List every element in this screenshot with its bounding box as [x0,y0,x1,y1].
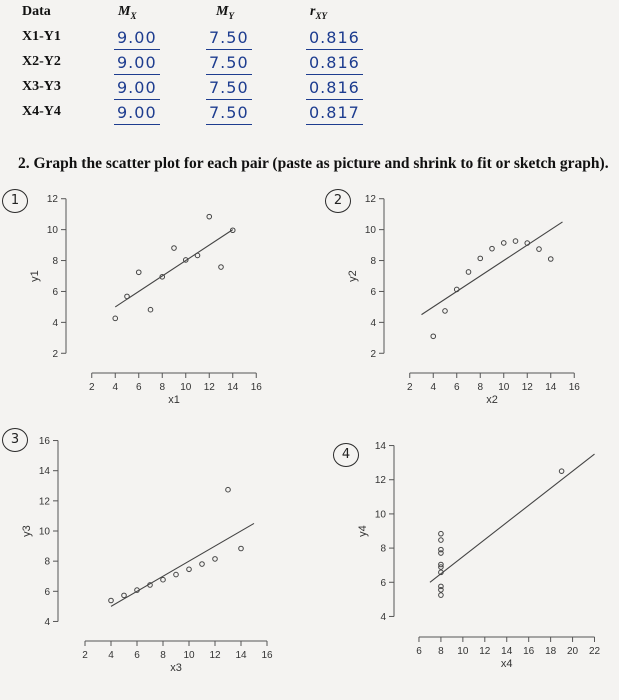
scatter-point [439,531,444,536]
scatter-point [439,538,444,543]
x-tick-label: 10 [180,382,192,393]
x-tick-label: 4 [112,382,119,393]
x-tick-label: 22 [588,646,601,657]
scatter-point [501,241,506,246]
fit-line [115,230,233,307]
y-tick-label: 8 [44,556,50,568]
y-tick-label: 12 [46,194,58,206]
x-tick-label: 16 [250,382,262,393]
x-tick-label: 12 [203,382,215,393]
fit-line [430,454,595,582]
header-mx-sub: X [130,10,137,21]
y-tick-label: 8 [380,543,386,555]
scatter-point [490,246,495,251]
scatter-point [466,270,471,275]
x-tick-label: 12 [479,646,491,657]
scatter-point [161,577,166,582]
x-tick-label: 2 [406,382,413,393]
table-row [18,79,378,104]
my-value: 7.50 [206,77,252,100]
table-header-row [18,4,378,29]
summary-table [18,4,378,129]
scatter-point [207,214,212,219]
scatter-plot-4 [318,425,619,680]
header-rxy [310,4,327,21]
y-tick-label: 4 [380,611,386,623]
header-my [216,4,234,21]
y-tick-label: 12 [38,496,50,508]
fit-line [111,523,254,606]
y-tick-label: 8 [370,256,376,268]
scatter-point [187,567,192,572]
x-axis-label: x4 [500,658,513,670]
x-axis-label: x2 [486,394,498,406]
y-tick-label: 14 [374,441,386,453]
row-label: X3-Y3 [22,79,61,94]
circled-number: 1 [2,189,28,213]
r-value: 0.816 [306,52,363,75]
x-tick-label: 10 [457,646,469,657]
x-tick-label: 14 [227,382,239,393]
y-axis-label: y2 [347,270,359,282]
y-tick-label: 4 [370,317,376,329]
y-tick-label: 6 [370,286,376,298]
x-tick-label: 12 [521,382,533,393]
circled-number: 3 [2,428,28,452]
scatter-point [431,334,436,339]
my-value: 7.50 [206,27,252,50]
scatter-point [559,469,564,474]
y-tick-label: 12 [364,194,376,206]
x-tick-label: 6 [416,646,422,657]
y-tick-label: 10 [374,509,386,521]
scatter-plot-2 [318,185,619,415]
scatter-point [239,546,244,551]
x-tick-label: 6 [135,382,142,393]
x-tick-label: 16 [523,646,535,657]
mx-value: 9.00 [114,27,160,50]
header-mx-main: M [118,4,131,19]
scatter-point [174,572,179,577]
scatter-plot-3 [0,425,310,680]
scatter-point [548,257,553,262]
x-tick-label: 14 [501,646,513,657]
y-tick-label: 16 [38,436,50,448]
y-tick-label: 14 [38,466,50,478]
scatter-point [537,247,542,252]
header-rxy-sub: XY [315,10,327,21]
y-tick-label: 8 [52,256,58,268]
mx-value: 9.00 [114,52,160,75]
header-data: Data [22,4,51,19]
x-tick-label: 6 [134,650,140,661]
x-tick-label: 6 [453,382,460,393]
scatter-point [113,316,118,321]
y-tick-label: 4 [44,616,50,628]
y-tick-label: 10 [38,526,50,538]
r-value: 0.817 [306,102,363,125]
x-tick-label: 4 [430,382,437,393]
scatter-point [109,598,114,603]
x-tick-label: 8 [159,382,166,393]
my-value: 7.50 [206,52,252,75]
mx-value: 9.00 [114,102,160,125]
y-tick-label: 6 [44,586,50,598]
x-tick-label: 10 [498,382,510,393]
x-tick-label: 10 [183,650,195,661]
circled-number: 2 [325,189,351,213]
y-tick-label: 10 [46,225,58,237]
y-tick-label: 2 [370,348,376,360]
scatter-plot-1 [0,185,310,415]
x-tick-label: 12 [209,650,221,661]
r-value: 0.816 [306,27,363,50]
scatter-point [439,593,444,598]
y-tick-label: 4 [52,317,58,329]
header-mx [118,4,136,21]
table-row [18,104,378,129]
x-tick-label: 18 [545,646,557,657]
scatter-point [195,253,200,258]
header-my-sub: Y [228,10,234,21]
y-tick-label: 6 [380,577,386,589]
mx-value: 9.00 [114,77,160,100]
row-label: X2-Y2 [22,54,61,69]
y-tick-label: 2 [52,348,58,360]
scatter-point [122,593,127,598]
table-row [18,29,378,54]
x-tick-label: 8 [438,646,444,657]
row-label: X1-Y1 [22,29,61,44]
y-axis-label: y3 [21,525,33,537]
y-axis-label: y4 [357,525,369,537]
x-axis-label: x3 [170,662,182,674]
scatter-point [219,265,224,270]
scatter-point [200,562,205,567]
x-tick-label: 2 [82,650,88,661]
scatter-point [226,487,231,492]
x-tick-label: 4 [108,650,114,661]
header-my-main: M [216,4,229,19]
x-tick-label: 8 [477,382,484,393]
x-tick-label: 16 [568,382,580,393]
scatter-point [172,246,177,251]
x-tick-label: 14 [235,650,247,661]
scatter-point [478,256,483,261]
question-text: 2. Graph the scatter plot for each pair (paste as picture and shrink to fit or sketch graph). [18,155,609,172]
table-row [18,54,378,79]
fit-line [422,222,563,315]
x-tick-label: 16 [261,650,273,661]
x-tick-label: 2 [88,382,95,393]
y-tick-label: 10 [364,225,376,237]
r-value: 0.816 [306,77,363,100]
x-tick-label: 8 [160,650,166,661]
header-rxy-main: r [310,4,316,19]
y-tick-label: 12 [374,475,386,487]
scatter-point [125,294,130,299]
scatter-point [513,239,518,244]
scatter-point [136,270,141,275]
y-tick-label: 6 [52,286,58,298]
circled-number: 4 [333,443,359,467]
x-tick-label: 20 [567,646,579,657]
scatter-point [148,307,153,312]
x-axis-label: x1 [168,394,180,406]
scatter-point [213,557,218,562]
my-value: 7.50 [206,102,252,125]
y-axis-label: y1 [29,270,41,282]
scatter-point [443,309,448,314]
x-tick-label: 14 [545,382,557,393]
row-label: X4-Y4 [22,104,61,119]
